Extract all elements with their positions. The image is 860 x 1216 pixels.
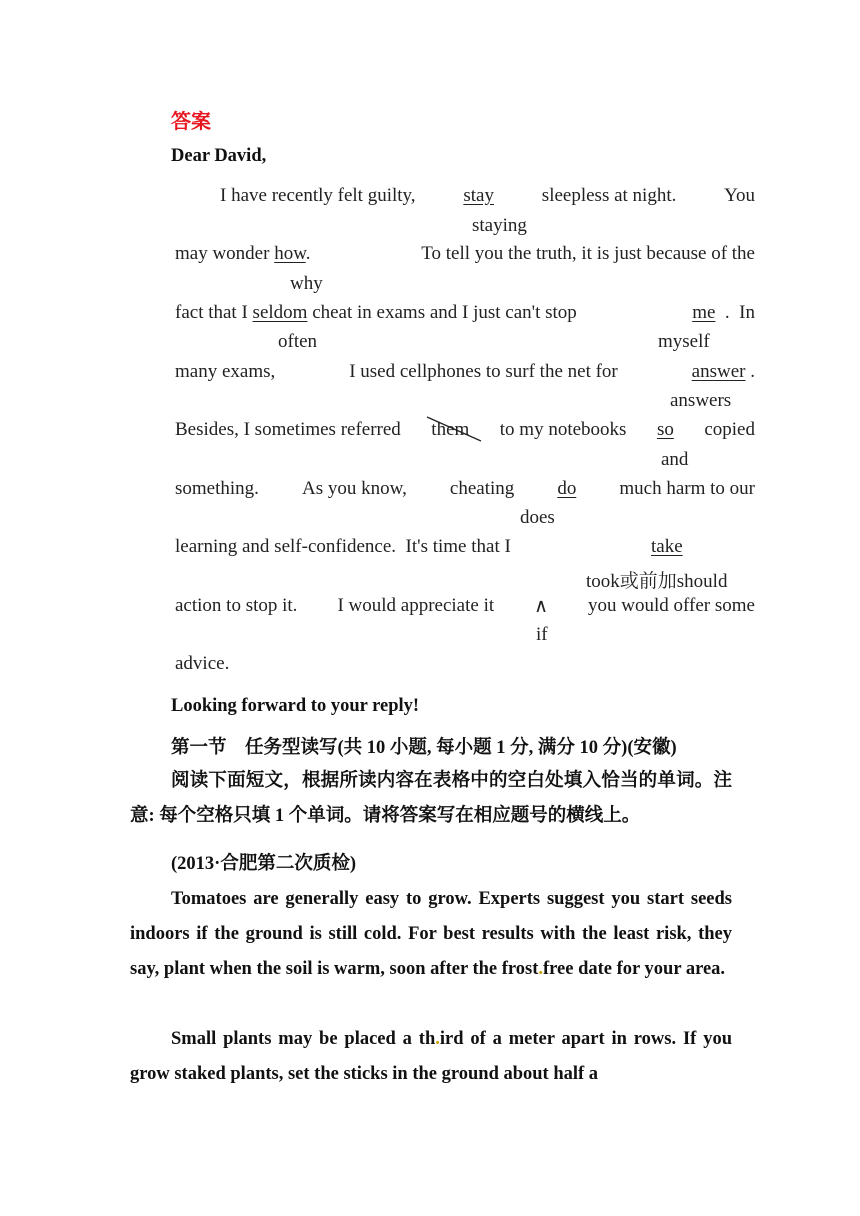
error-word: how bbox=[274, 243, 306, 264]
letter-line: may wonder how. To tell you the truth, it is just because of the bbox=[175, 243, 755, 264]
correction: took或前加should bbox=[586, 571, 728, 592]
error-word: answer bbox=[691, 361, 746, 382]
correction: often bbox=[278, 331, 318, 352]
letter-line: fact that I seldom cheat in exams and I just can't stop me . In bbox=[175, 302, 755, 323]
highlight-dot: . bbox=[435, 1029, 440, 1049]
letter-line: learning and self-confidence. It's time that I bbox=[175, 536, 511, 557]
correction: and bbox=[661, 449, 689, 470]
letter-line: Besides, I sometimes referred them to my notebooks so copied bbox=[175, 419, 755, 441]
letter-line: many exams, I used cellphones to surf the net for answer . bbox=[175, 361, 755, 382]
instruction-text: 阅读下面短文，根据所读内容在表格中的空白处填入恰当的单词。注意: 每个空格只填 1 个单词。请将答案写在相应题号的横线上。 bbox=[130, 771, 732, 826]
correction: does bbox=[520, 507, 555, 528]
strikethrough-mark bbox=[425, 415, 483, 445]
letter-line: something. As you know, cheating do much harm to our bbox=[175, 478, 755, 499]
correction: why bbox=[290, 273, 323, 294]
letter-line: I have recently felt guilty, stay sleepless at night. You bbox=[220, 185, 755, 206]
highlight-dot: . bbox=[538, 959, 543, 979]
source-label: (2013·合肥第二次质检) bbox=[171, 854, 356, 874]
letter-line: advice. bbox=[175, 653, 230, 674]
correction: if bbox=[536, 624, 548, 645]
section-title: 第一节 任务型读写(共 10 小题, 每小题 1 分, 满分 10 分)(安徽) bbox=[171, 738, 677, 758]
correction: myself bbox=[658, 331, 710, 352]
letter-closing: Looking forward to your reply! bbox=[171, 696, 420, 716]
letter-greeting: Dear David, bbox=[171, 146, 267, 166]
error-word: so bbox=[656, 419, 674, 440]
correction: staying bbox=[472, 215, 527, 236]
error-word: stay bbox=[463, 185, 494, 206]
letter-line: action to stop it. I would appreciate it ∧ you would offer some bbox=[175, 595, 755, 617]
passage-paragraph: Small plants may be placed a th.ird of a meter apart in rows. If you grow staked plants, set the sticks in the ground about half a bbox=[130, 1029, 732, 1084]
error-word: seldom bbox=[252, 302, 308, 323]
insertion-mark: ∧ bbox=[534, 596, 549, 617]
passage-paragraph: Tomatoes are generally easy to grow. Experts suggest you start seeds indoors if the ground is still cold. For best results with the least risk, they say, plant when the soil is warm, soon after the frost.free date for your area. bbox=[130, 889, 732, 979]
answer-heading: 答案 bbox=[171, 111, 211, 133]
deleted-word: them bbox=[431, 419, 469, 441]
error-word: me bbox=[692, 302, 716, 323]
error-word: do bbox=[557, 478, 577, 499]
correction: answers bbox=[670, 390, 732, 411]
error-word: take bbox=[651, 536, 683, 557]
